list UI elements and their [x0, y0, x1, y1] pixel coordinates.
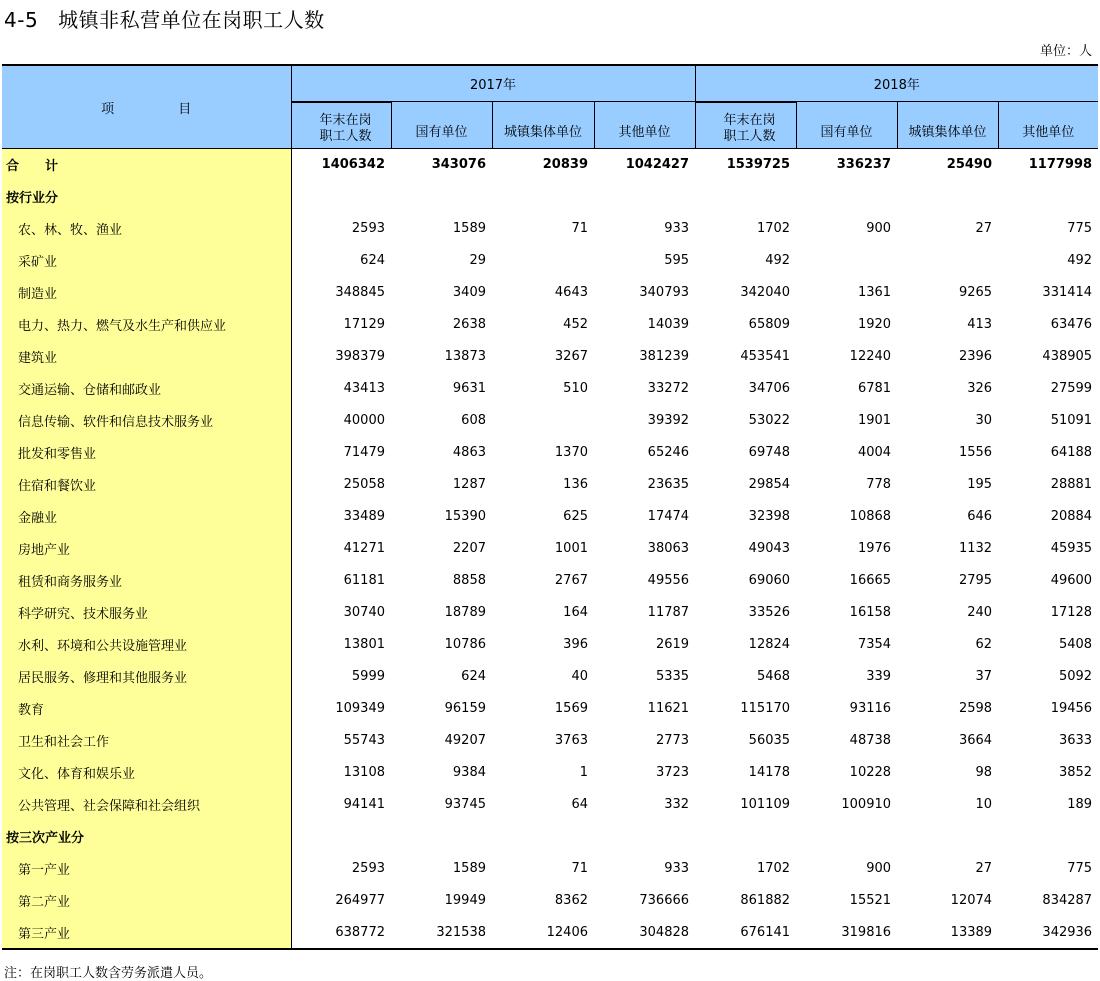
cell-value: 136 [563, 477, 588, 492]
cell-value: 778 [866, 477, 892, 492]
cell-value: 17129 [343, 317, 385, 332]
cell-value: 164 [563, 605, 588, 620]
cell-value: 336237 [836, 157, 892, 173]
cell-value [391, 821, 492, 853]
header-2018-urban-collective: 城镇集体单位 [897, 102, 998, 149]
cell-value: 65809 [748, 317, 791, 332]
cell-value: 240 [967, 605, 993, 620]
row-label: 水利、环境和公共设施管理业 [2, 629, 291, 661]
table-row [2, 309, 1098, 341]
row-label: 房地产业 [2, 533, 291, 565]
cell-value: 3763 [554, 733, 588, 748]
cell-value: 17128 [1050, 605, 1093, 620]
cell-value: 49207 [444, 733, 486, 748]
cell-value: 304828 [594, 917, 695, 949]
cell-value: 5335 [655, 669, 690, 684]
row-label: 住宿和餐饮业 [2, 469, 291, 501]
header-nianmo-line1: 年末在岗 [319, 112, 372, 128]
cell-value: 14039 [647, 317, 690, 332]
cell-value: 30 [975, 413, 993, 428]
cell-value: 39392 [647, 413, 690, 428]
cell-value: 33489 [343, 509, 385, 524]
cell-value: 1920 [857, 317, 892, 332]
row-label: 按三次产业分 [2, 821, 291, 853]
cell-value: 49556 [647, 573, 690, 588]
table-row [2, 437, 1098, 469]
cell-value: 340793 [639, 285, 690, 300]
table-row [2, 245, 1098, 277]
cell-value: 109349 [335, 701, 385, 716]
cell-value [897, 245, 998, 277]
cell-value: 14178 [748, 765, 791, 780]
table-row [2, 469, 1098, 501]
cell-value: 319816 [796, 917, 897, 949]
table-row [2, 725, 1098, 757]
cell-value: 2207 [452, 541, 486, 556]
cell-value: 8362 [554, 893, 588, 908]
header-2018-state-owned: 国有单位 [796, 102, 897, 149]
section-row [2, 821, 1098, 853]
cell-value [897, 821, 998, 853]
cell-value: 1976 [857, 541, 892, 556]
cell-value: 1589 [452, 861, 486, 876]
cell-value [492, 405, 594, 437]
cell-value: 94141 [343, 797, 385, 812]
cell-value: 3852 [1058, 765, 1093, 780]
table-row [2, 277, 1098, 309]
cell-value: 595 [664, 253, 690, 268]
row-label: 批发和零售业 [2, 437, 291, 469]
row-label: 合 计 [2, 149, 291, 181]
cell-value: 9384 [452, 765, 486, 780]
table-row [2, 213, 1098, 245]
cell-value: 2638 [452, 317, 486, 332]
cell-value: 71 [571, 861, 588, 876]
cell-value: 64 [571, 797, 588, 812]
cell-value: 16158 [849, 605, 892, 620]
cell-value: 20884 [1050, 509, 1093, 524]
header-2018-year-end-total [695, 102, 796, 149]
cell-value: 5999 [351, 669, 385, 684]
cell-value: 332 [664, 797, 690, 812]
cell-value: 4643 [554, 285, 588, 300]
cell-value: 4004 [857, 445, 892, 460]
row-label: 卫生和社会工作 [2, 725, 291, 757]
cell-value: 20839 [542, 157, 588, 173]
row-label: 第二产业 [2, 885, 291, 917]
table-row [2, 917, 1098, 949]
table-row [2, 405, 1098, 437]
table-row [2, 885, 1098, 917]
cell-value: 1 [579, 765, 588, 780]
cell-value: 12074 [950, 893, 993, 908]
table-row [2, 757, 1098, 789]
cell-value: 10868 [849, 509, 892, 524]
cell-value: 736666 [639, 893, 690, 908]
cell-value: 1370 [554, 445, 588, 460]
cell-value: 33526 [748, 605, 791, 620]
cell-value: 195 [967, 477, 993, 492]
row-label: 电力、热力、燃气及水生产和供应业 [2, 309, 291, 341]
table-row [2, 597, 1098, 629]
cell-value: 33272 [647, 381, 690, 396]
cell-value: 64188 [1050, 445, 1093, 460]
data-table [2, 64, 1098, 950]
cell-value: 55743 [343, 733, 385, 748]
cell-value [492, 821, 594, 853]
cell-value: 342040 [740, 285, 791, 300]
table-row [2, 373, 1098, 405]
table-header [2, 65, 1098, 149]
row-label: 科学研究、技术服务业 [2, 597, 291, 629]
cell-value: 1406342 [321, 157, 385, 173]
cell-value: 343076 [431, 157, 486, 173]
table-row [2, 661, 1098, 693]
footnote: 注：在岗职工人数含劳务派遣人员。 [4, 966, 213, 981]
cell-value: 98 [975, 765, 993, 780]
cell-value: 326 [967, 381, 993, 396]
cell-value [291, 181, 391, 213]
header-2018-other: 其他单位 [998, 102, 1098, 149]
cell-value: 12240 [849, 349, 892, 364]
cell-value: 624 [461, 669, 486, 684]
cell-value: 15390 [444, 509, 486, 524]
cell-value: 40 [571, 669, 588, 684]
cell-value: 37 [975, 669, 993, 684]
cell-value: 2619 [655, 637, 690, 652]
row-label: 金融业 [2, 501, 291, 533]
cell-value: 900 [866, 221, 892, 236]
cell-value: 342936 [998, 917, 1098, 949]
cell-value: 30740 [343, 605, 385, 620]
row-label: 建筑业 [2, 341, 291, 373]
table-row [2, 341, 1098, 373]
cell-value: 13801 [343, 637, 385, 652]
cell-value [492, 245, 594, 277]
cell-value: 348845 [335, 285, 385, 300]
cell-value: 608 [461, 413, 486, 428]
cell-value [998, 821, 1098, 853]
cell-value [998, 181, 1098, 213]
cell-value: 11621 [647, 701, 690, 716]
cell-value: 453541 [740, 349, 791, 364]
cell-value: 1569 [554, 701, 588, 716]
cell-value: 3664 [958, 733, 993, 748]
cell-value: 2773 [655, 733, 690, 748]
row-label: 公共管理、社会保障和社会组织 [2, 789, 291, 821]
cell-value: 11787 [647, 605, 690, 620]
cell-value: 19949 [444, 893, 486, 908]
cell-value: 413 [967, 317, 993, 332]
cell-value: 100910 [841, 797, 892, 812]
cell-value [492, 181, 594, 213]
cell-value: 93745 [444, 797, 486, 812]
table-row [2, 693, 1098, 725]
header-nianmo-line1: 年末在岗 [723, 112, 776, 128]
row-label: 教育 [2, 693, 291, 725]
cell-value: 29 [469, 253, 486, 268]
cell-value: 38063 [647, 541, 690, 556]
table-row [2, 853, 1098, 885]
cell-value: 27 [975, 861, 993, 876]
row-label: 文化、体育和娱乐业 [2, 757, 291, 789]
cell-value: 189 [1067, 797, 1093, 812]
header-nianmo-line2: 职工人数 [723, 128, 776, 144]
cell-value: 381239 [639, 349, 690, 364]
row-label: 采矿业 [2, 245, 291, 277]
cell-value: 69748 [748, 445, 791, 460]
section-row [2, 181, 1098, 213]
cell-value [695, 181, 796, 213]
cell-value: 63476 [1050, 317, 1093, 332]
cell-value: 452 [563, 317, 588, 332]
cell-value [391, 181, 492, 213]
cell-value [695, 821, 796, 853]
cell-value: 93116 [849, 701, 892, 716]
cell-value: 17474 [647, 509, 690, 524]
cell-value: 16665 [849, 573, 892, 588]
cell-value: 900 [866, 861, 892, 876]
cell-value: 1702 [756, 861, 791, 876]
cell-value: 3633 [1058, 733, 1093, 748]
cell-value: 2795 [958, 573, 993, 588]
cell-value: 49600 [1050, 573, 1093, 588]
cell-value: 3267 [554, 349, 588, 364]
row-label: 制造业 [2, 277, 291, 309]
cell-value [291, 821, 391, 853]
cell-value [796, 821, 897, 853]
cell-value: 25490 [946, 157, 993, 173]
cell-value: 646 [967, 509, 993, 524]
cell-value: 69060 [748, 573, 791, 588]
cell-value: 264977 [335, 893, 385, 908]
cell-value: 775 [1067, 221, 1093, 236]
cell-value: 32398 [748, 509, 791, 524]
cell-value: 13389 [897, 917, 998, 949]
cell-value: 3723 [655, 765, 690, 780]
cell-value: 13873 [444, 349, 486, 364]
cell-value: 1901 [857, 413, 892, 428]
cell-value: 6781 [857, 381, 892, 396]
cell-value: 1001 [554, 541, 588, 556]
row-label: 居民服务、修理和其他服务业 [2, 661, 291, 693]
header-nianmo-line2: 职工人数 [319, 128, 372, 144]
cell-value: 43413 [343, 381, 385, 396]
cell-value: 933 [664, 861, 690, 876]
row-label: 按行业分 [2, 181, 291, 213]
cell-value: 1361 [857, 285, 892, 300]
table-row [2, 789, 1098, 821]
cell-value: 18789 [444, 605, 486, 620]
row-label: 第三产业 [2, 917, 291, 949]
cell-value: 2396 [958, 349, 993, 364]
cell-value: 101109 [740, 797, 791, 812]
cell-value: 2593 [351, 861, 385, 876]
cell-value: 12406 [492, 917, 594, 949]
cell-value: 9265 [958, 285, 993, 300]
table-row [2, 565, 1098, 597]
cell-value: 510 [563, 381, 588, 396]
cell-value: 438905 [1042, 349, 1093, 364]
cell-value: 1589 [452, 221, 486, 236]
cell-value [796, 245, 897, 277]
table-title-text: 城镇非私营单位在岗职工人数 [58, 8, 325, 32]
cell-value: 29854 [748, 477, 791, 492]
header-year-2018: 2018年 [695, 65, 1098, 102]
cell-value: 398379 [335, 349, 385, 364]
table-row [2, 501, 1098, 533]
cell-value: 834287 [1042, 893, 1093, 908]
row-label: 农、林、牧、渔业 [2, 213, 291, 245]
table-row [2, 533, 1098, 565]
cell-value: 51091 [1050, 413, 1093, 428]
cell-value: 5468 [756, 669, 791, 684]
cell-value: 492 [765, 253, 791, 268]
header-2017-state-owned: 国有单位 [391, 102, 492, 149]
cell-value: 56035 [748, 733, 791, 748]
cell-value: 1177998 [1028, 157, 1093, 173]
cell-value: 19456 [1050, 701, 1093, 716]
cell-value: 339 [866, 669, 892, 684]
cell-value: 23635 [647, 477, 690, 492]
cell-value [796, 181, 897, 213]
cell-value: 7354 [857, 637, 892, 652]
cell-value [897, 181, 998, 213]
table-row [2, 629, 1098, 661]
cell-value: 933 [664, 221, 690, 236]
cell-value [594, 181, 695, 213]
table-title [4, 4, 325, 33]
cell-value: 861882 [740, 893, 791, 908]
cell-value: 1287 [452, 477, 486, 492]
cell-value: 8858 [452, 573, 486, 588]
header-2017-year-end-total [291, 102, 391, 149]
cell-value: 676141 [695, 917, 796, 949]
cell-value: 1539725 [726, 157, 791, 173]
cell-value: 1556 [958, 445, 993, 460]
cell-value: 40000 [343, 413, 385, 428]
header-2017-other: 其他单位 [594, 102, 695, 149]
cell-value: 10 [975, 797, 993, 812]
header-year-2017: 2017年 [291, 65, 695, 102]
cell-value [594, 821, 695, 853]
cell-value: 71 [571, 221, 588, 236]
header-item: 项 目 [2, 65, 291, 149]
cell-value: 331414 [1042, 285, 1093, 300]
cell-value: 10786 [444, 637, 486, 652]
row-label: 租赁和商务服务业 [2, 565, 291, 597]
cell-value: 1132 [958, 541, 993, 556]
cell-value: 5092 [1058, 669, 1093, 684]
cell-value: 53022 [748, 413, 791, 428]
cell-value: 10228 [849, 765, 892, 780]
cell-value: 396 [563, 637, 588, 652]
cell-value: 9631 [452, 381, 486, 396]
cell-value: 3409 [452, 285, 486, 300]
cell-value: 624 [360, 253, 385, 268]
cell-value: 2598 [958, 701, 993, 716]
table-number: 4-5 [4, 8, 39, 32]
cell-value: 775 [1067, 861, 1093, 876]
cell-value: 638772 [291, 917, 391, 949]
cell-value: 48738 [849, 733, 892, 748]
cell-value: 96159 [444, 701, 486, 716]
header-2017-urban-collective: 城镇集体单位 [492, 102, 594, 149]
unit-label: 单位：人 [1039, 44, 1092, 59]
cell-value: 115170 [740, 701, 791, 716]
cell-value: 61181 [343, 573, 385, 588]
cell-value: 27599 [1050, 381, 1093, 396]
cell-value: 62 [975, 637, 993, 652]
row-label: 第一产业 [2, 853, 291, 885]
cell-value: 492 [1067, 253, 1093, 268]
cell-value: 1042427 [625, 157, 690, 173]
cell-value: 2593 [351, 221, 385, 236]
cell-value: 49043 [748, 541, 791, 556]
row-label: 信息传输、软件和信息技术服务业 [2, 405, 291, 437]
cell-value: 34706 [748, 381, 791, 396]
cell-value: 13108 [343, 765, 385, 780]
cell-value: 625 [563, 509, 588, 524]
row-label: 交通运输、仓储和邮政业 [2, 373, 291, 405]
cell-value: 5408 [1058, 637, 1093, 652]
cell-value: 27 [975, 221, 993, 236]
cell-value: 28881 [1050, 477, 1093, 492]
cell-value: 321538 [391, 917, 492, 949]
cell-value: 15521 [849, 893, 892, 908]
total-row [2, 149, 1098, 181]
cell-value: 25058 [343, 477, 385, 492]
cell-value: 65246 [647, 445, 690, 460]
cell-value: 71479 [343, 445, 385, 460]
cell-value: 4863 [452, 445, 486, 460]
table-body [2, 149, 1098, 949]
cell-value: 45935 [1050, 541, 1093, 556]
cell-value: 1702 [756, 221, 791, 236]
cell-value: 12824 [748, 637, 791, 652]
cell-value: 2767 [554, 573, 588, 588]
cell-value: 41271 [343, 541, 385, 556]
